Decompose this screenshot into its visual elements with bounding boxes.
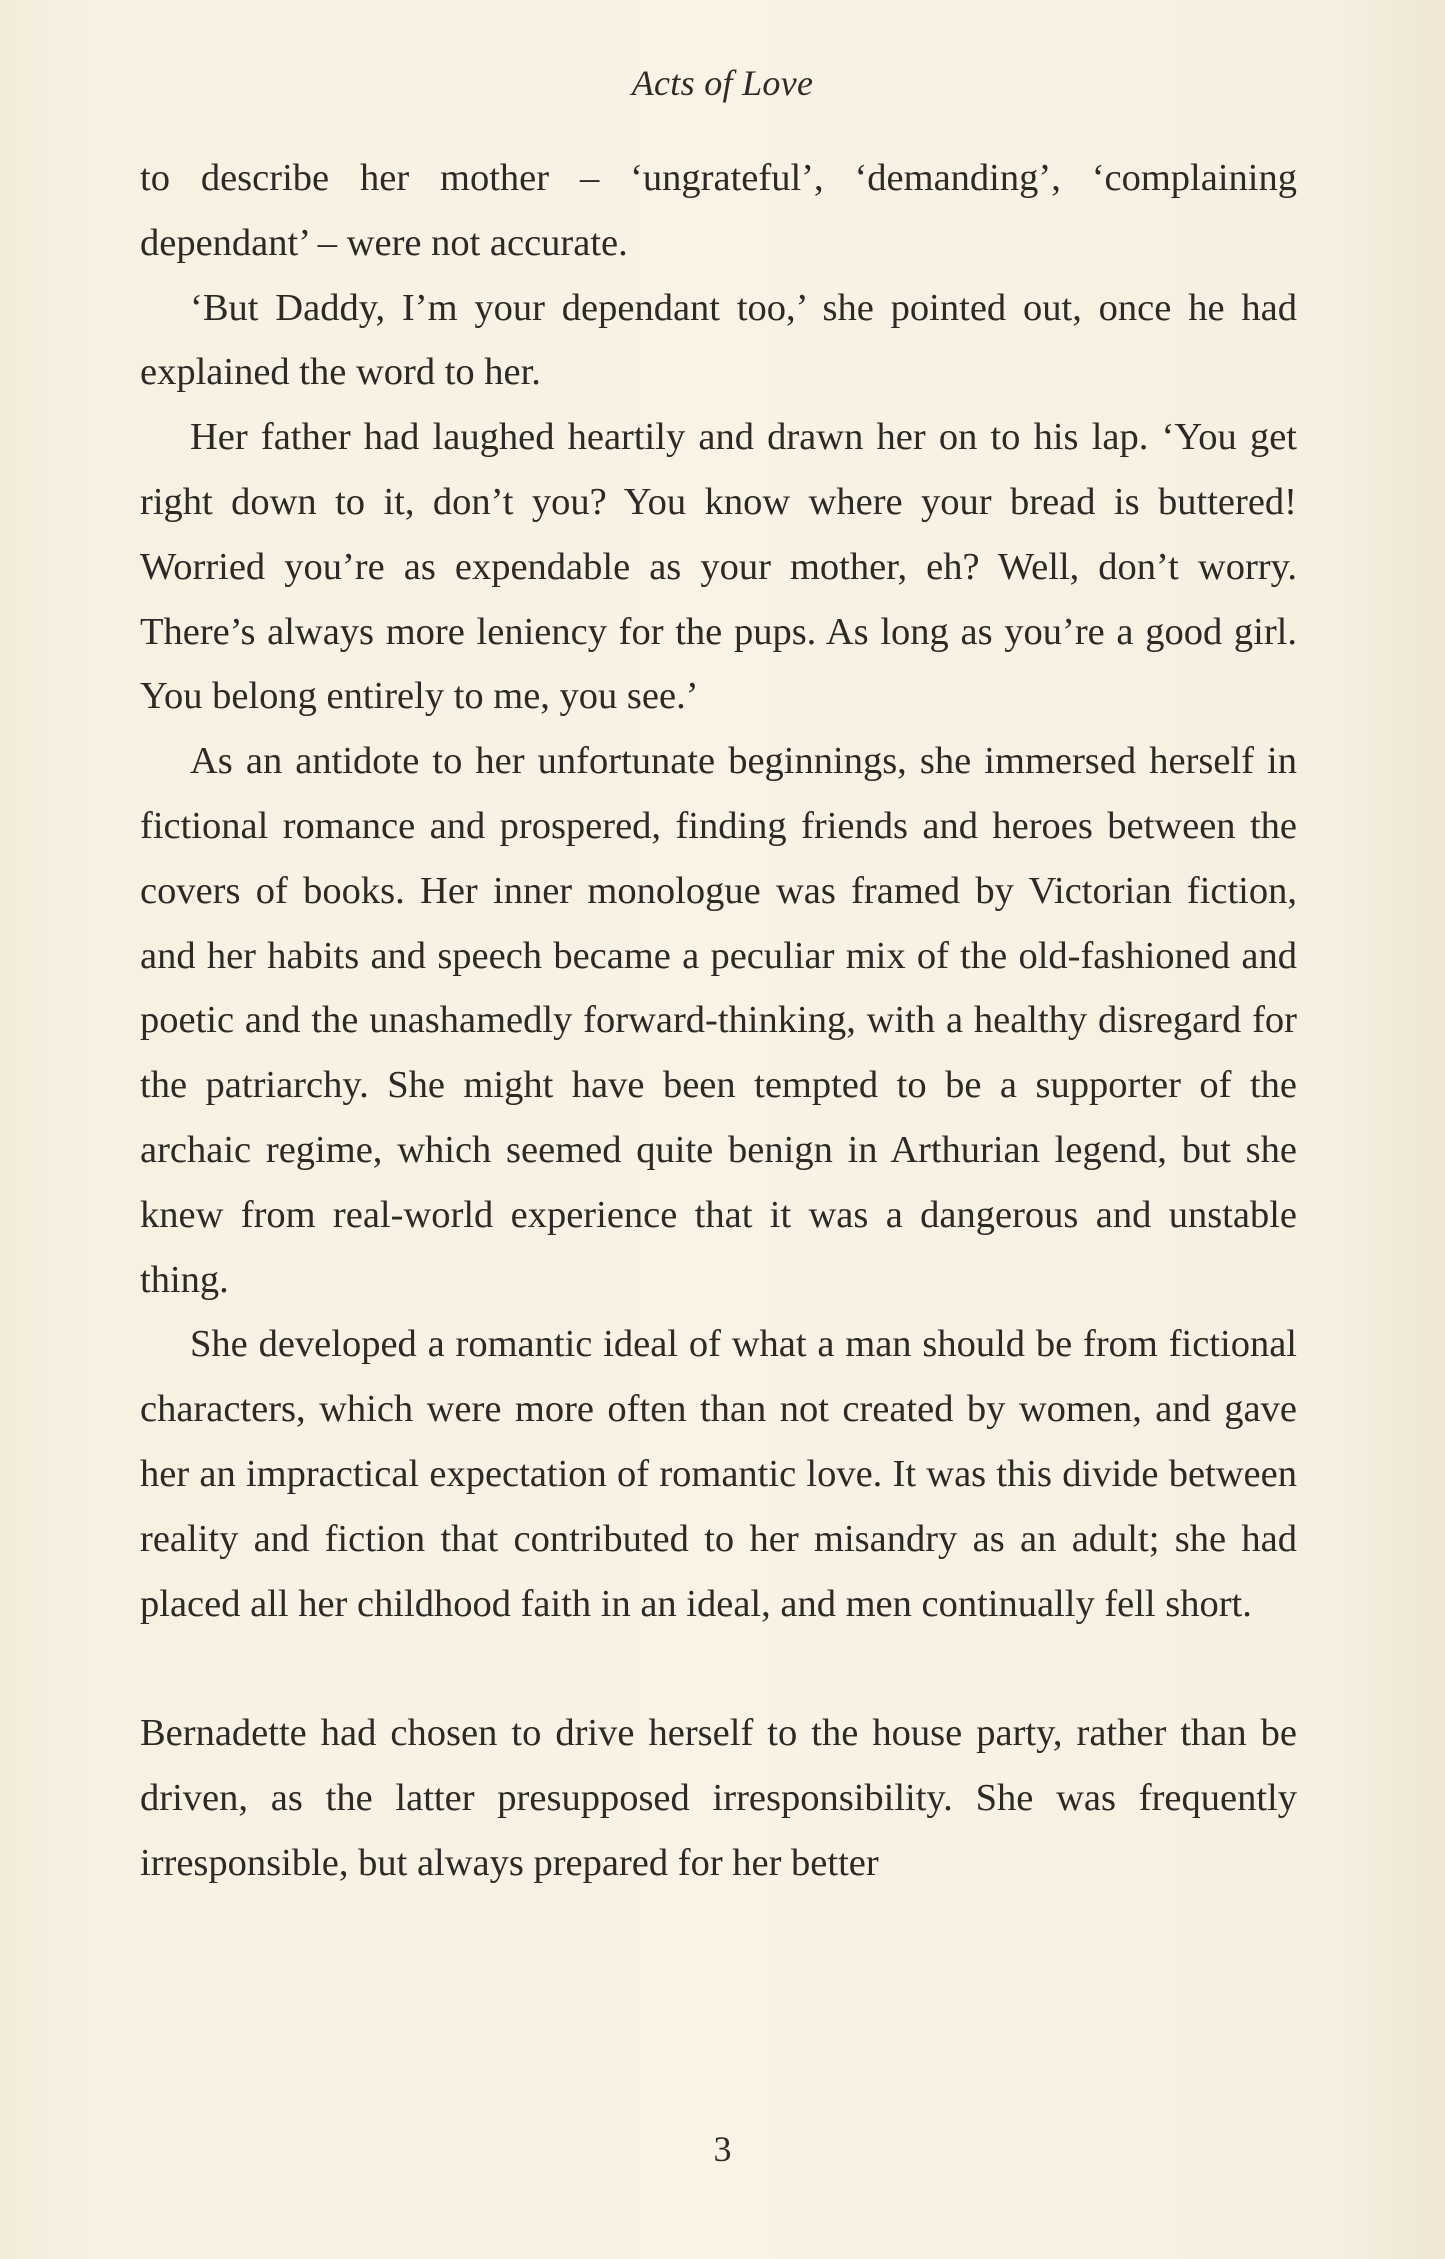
- paragraph: ‘But Daddy, I’m your dependant too,’ she pointed out, once he had explained the word to her.: [140, 286, 1297, 394]
- paragraph-section-start: Bernadette had chosen to drive herself to the house party, rather than be driven, as the latter presupposed irresponsibility. She was frequently irresponsible, but always prepared for her better: [140, 1712, 1297, 1884]
- paragraph: She developed a romantic ideal of what a man should be from fictional characters, which were more often than not created by women, and gave her an impractical expectation of romantic love. It was this divide between reality and fiction that contributed to her misandry as an adult; she had placed all her childhood faith in an ideal, and men continually fell short.: [140, 1323, 1297, 1625]
- running-head: Acts of Love: [631, 63, 814, 103]
- page-number: 3: [713, 2129, 732, 2169]
- paragraph: Her father had laughed heartily and drawn her on to his lap. ‘You get right down to it, don’t you? You know where your bread is buttered! Worried you’re as expendable as your mother, eh? Well, don’t worry. There’s always more leniency for the pups. As long as you’re a good girl. You belong entirely to me, you see.’: [140, 416, 1297, 718]
- paragraph-continuation: to describe her mother – ‘ungrateful’, ‘demanding’, ‘complaining dependant’ – were not accurate.: [140, 157, 1297, 264]
- section-break: [140, 1636, 1297, 1701]
- body-text: [140, 146, 1297, 1896]
- paragraph: As an antidote to her unfortunate beginnings, she immersed herself in fictional romance and prospered, finding friends and heroes between the covers of books. Her inner monologue was framed by Victorian fiction, and her habits and speech became a peculiar mix of the old-fashioned and poetic and the unashamedly forward-thinking, with a healthy disregard for the patriarchy. She might have been tempted to be a supporter of the archaic regime, which seemed quite benign in Arthurian legend, but she knew from real-world experience that it was a dangerous and unstable thing.: [140, 740, 1297, 1301]
